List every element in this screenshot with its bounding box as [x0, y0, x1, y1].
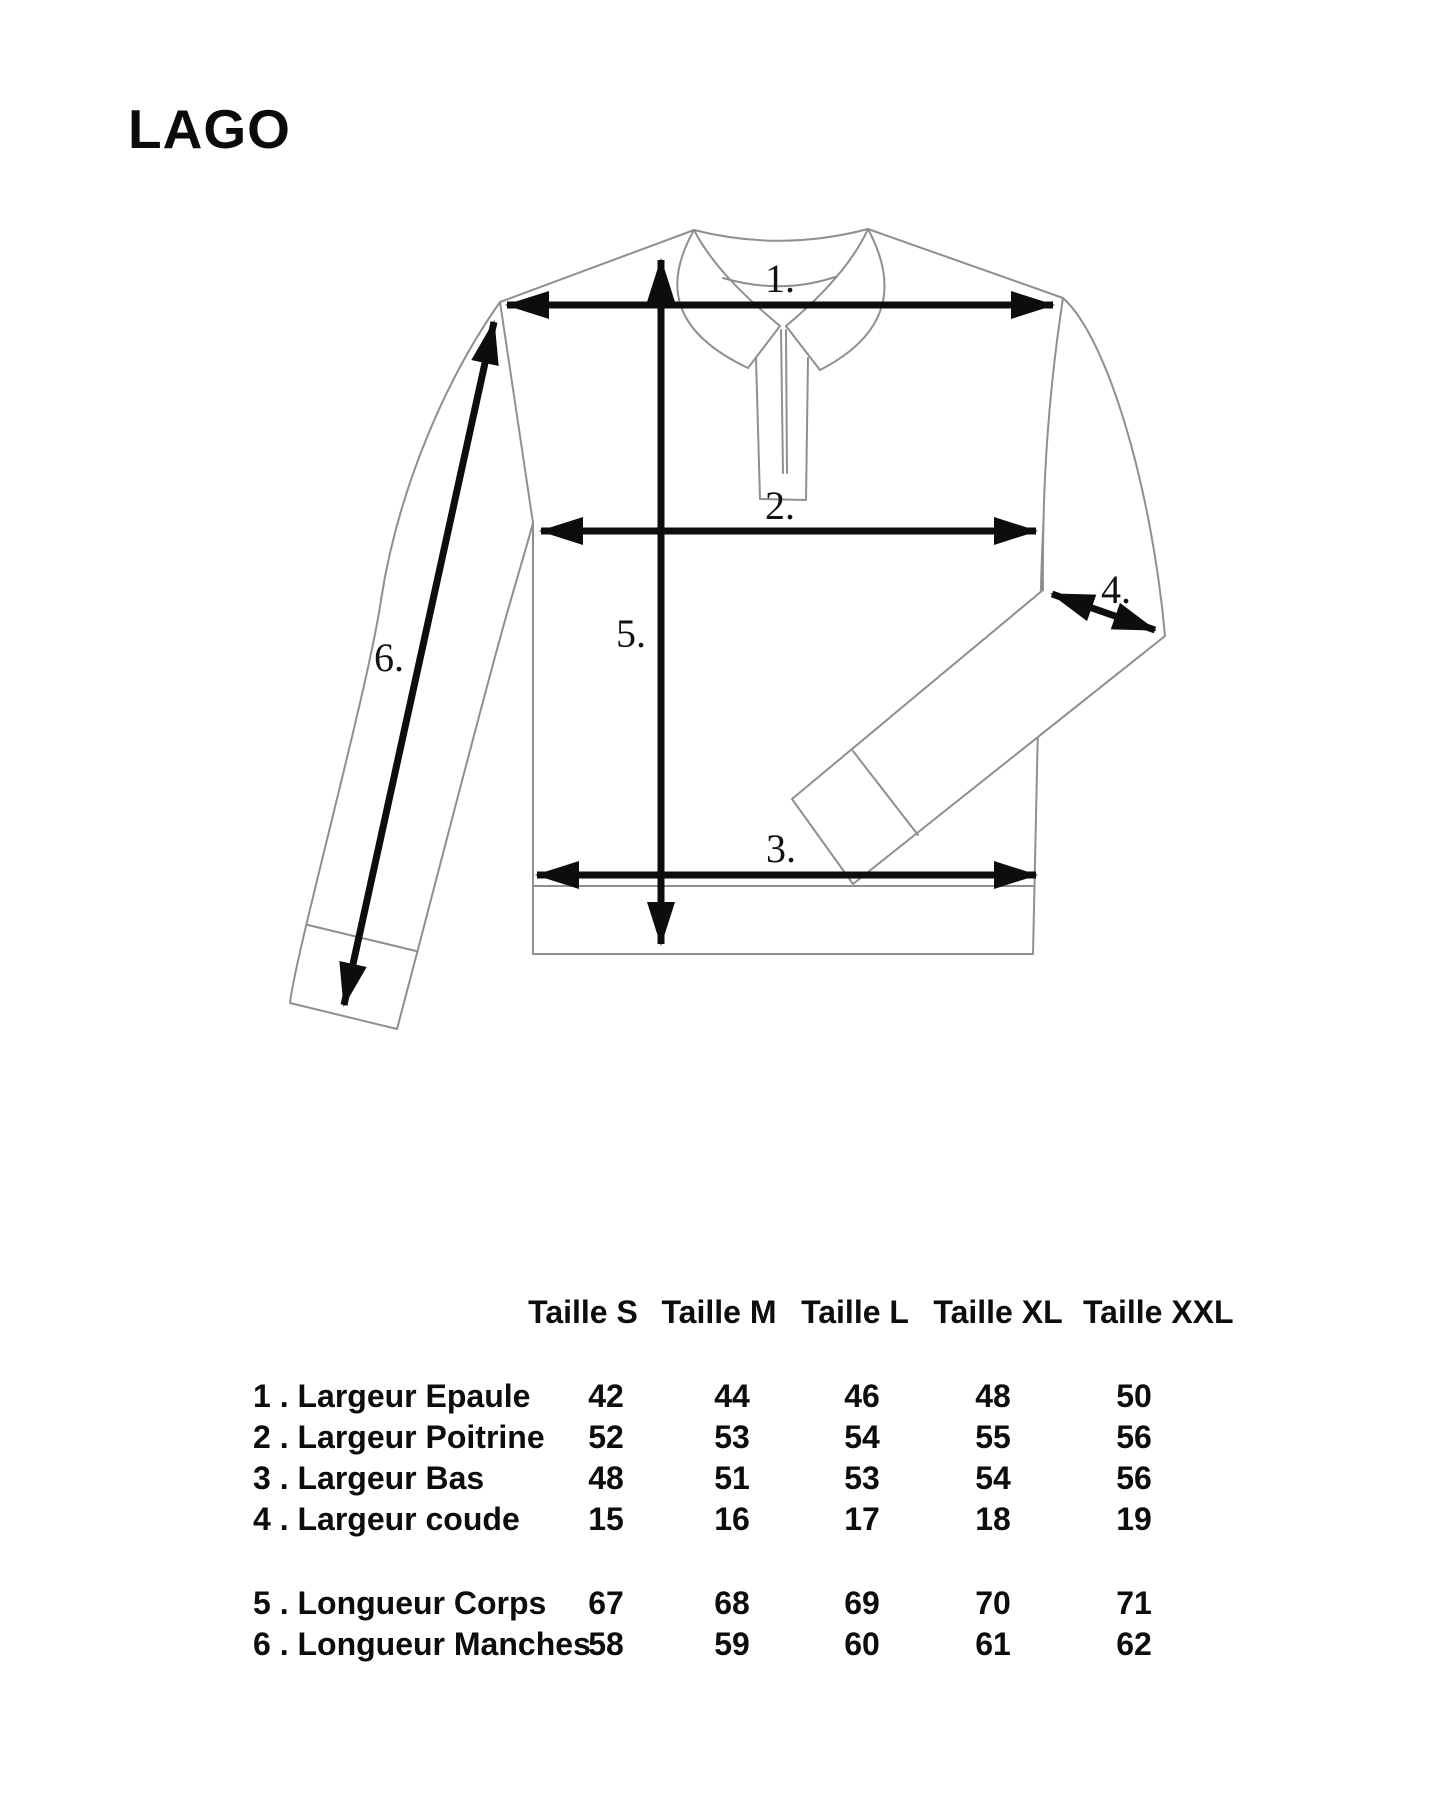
size-table: [253, 1292, 1234, 1665]
cell-value: 54: [844, 1419, 880, 1455]
measure-label-6: 6.: [374, 635, 404, 680]
cell-value: 56: [1116, 1419, 1152, 1455]
cell-value: 53: [714, 1419, 750, 1455]
measure-label-1: 1.: [765, 256, 795, 301]
table-row-largeur-epaule: [253, 1376, 1209, 1417]
cell-value: 42: [588, 1378, 624, 1414]
cell-value: 62: [1116, 1626, 1152, 1662]
cell-value: 18: [975, 1501, 1011, 1537]
cell-value: 52: [588, 1419, 624, 1455]
row-label: 2 . Largeur Poitrine: [253, 1419, 545, 1455]
cell-value: 15: [588, 1501, 624, 1537]
table-row-longueur-corps: [253, 1583, 1209, 1624]
cell-value: 53: [844, 1460, 880, 1496]
column-header-taille-m: Taille M: [661, 1294, 777, 1330]
cell-value: 68: [714, 1585, 750, 1621]
cell-value: 51: [714, 1460, 750, 1496]
measure-label-2: 2.: [765, 483, 795, 528]
table-row-largeur-bas: [253, 1458, 1209, 1499]
cell-value: 56: [1116, 1460, 1152, 1496]
measure-label-4: 4.: [1101, 567, 1131, 612]
cell-value: 70: [975, 1585, 1011, 1621]
cell-value: 69: [844, 1585, 880, 1621]
row-label: 3 . Largeur Bas: [253, 1460, 485, 1496]
cell-value: 54: [975, 1460, 1011, 1496]
row-label: 4 . Largeur coude: [253, 1501, 520, 1537]
row-label: 5 . Longueur Corps: [253, 1585, 547, 1621]
cell-value: 59: [714, 1626, 750, 1662]
cell-value: 48: [588, 1460, 624, 1496]
brand-logo: LAGO: [128, 98, 291, 160]
row-label: 1 . Largeur Epaule: [253, 1378, 531, 1414]
size-table-header-row: [253, 1292, 1234, 1333]
cell-value: 17: [844, 1501, 880, 1537]
measure-label-3: 3.: [766, 826, 796, 871]
cell-value: 67: [588, 1585, 624, 1621]
cell-value: 46: [844, 1378, 880, 1414]
table-row-largeur-coude: [253, 1499, 1209, 1540]
cell-value: 16: [714, 1501, 750, 1537]
column-header-taille-xxl: Taille XXL: [1083, 1294, 1234, 1330]
column-header-taille-xl: Taille XL: [933, 1294, 1063, 1330]
row-label: 6 . Longueur Manches: [253, 1626, 591, 1662]
cell-value: 55: [975, 1419, 1011, 1455]
cell-value: 71: [1116, 1585, 1152, 1621]
table-row-longueur-manches: [253, 1624, 1209, 1665]
left-sleeve: [290, 302, 533, 1029]
table-gap: [253, 1333, 1209, 1376]
table-gap: [253, 1540, 1209, 1583]
cell-value: 61: [975, 1626, 1011, 1662]
column-header-taille-s: Taille S: [528, 1294, 638, 1330]
measure-label-5: 5.: [616, 611, 646, 656]
table-row-largeur-poitrine: [253, 1417, 1209, 1458]
column-header-taille-l: Taille L: [801, 1294, 909, 1330]
cell-value: 44: [714, 1378, 750, 1414]
cell-value: 50: [1116, 1378, 1152, 1414]
cell-value: 58: [588, 1626, 624, 1662]
cell-value: 60: [844, 1626, 880, 1662]
cell-value: 19: [1116, 1501, 1152, 1537]
cell-value: 48: [975, 1378, 1011, 1414]
